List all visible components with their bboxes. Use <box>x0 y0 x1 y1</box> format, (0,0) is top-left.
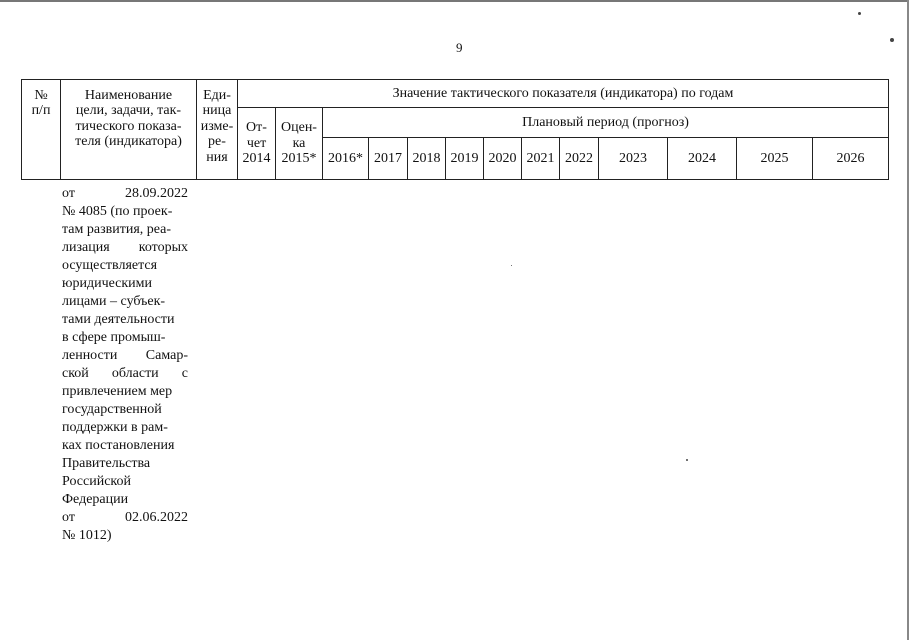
header-number-label <box>32 88 51 118</box>
continuation-line <box>62 275 188 293</box>
continuation-word: Правительства <box>62 456 151 471</box>
continuation-word: ках постановления <box>62 438 175 453</box>
continuation-word: 02.06.2022 <box>125 510 188 525</box>
continuation-line <box>62 401 188 419</box>
continuation-line <box>62 365 188 383</box>
continuation-word: юридическими <box>62 276 153 291</box>
header-year-cell: 2021 <box>522 138 560 180</box>
continuation-line <box>62 257 188 275</box>
continuation-word: № 1012) <box>62 528 112 543</box>
continuation-word: которых <box>138 240 188 255</box>
header-cell-report-2014 <box>238 108 276 180</box>
continuation-word: привлечением мер <box>62 384 173 399</box>
continuation-word: ленности <box>62 348 118 363</box>
header-year-cell: 2023 <box>599 138 668 180</box>
continuation-word: № 4085 (по проек- <box>62 204 173 219</box>
continuation-line <box>62 203 188 221</box>
continuation-word: от <box>62 186 75 201</box>
header-year-cell: 2019 <box>446 138 484 180</box>
header-estimate-line: ка <box>292 135 306 151</box>
continuation-line <box>62 527 188 545</box>
header-year-cell: 2016* <box>323 138 369 180</box>
scan-speck <box>511 265 512 266</box>
continuation-line <box>62 437 188 455</box>
continuation-word: государственной <box>62 402 162 417</box>
continuation-line <box>62 473 188 491</box>
continuation-line <box>62 329 188 347</box>
header-number-line: п/п <box>31 103 51 119</box>
continuation-word: лицами – субъек- <box>62 294 166 309</box>
continuation-line <box>62 491 188 509</box>
continuation-line <box>62 509 188 527</box>
header-name-line: тического показа- <box>75 118 182 134</box>
indicator-name-continuation <box>62 185 188 545</box>
page-number: 9 <box>456 40 463 55</box>
header-year-cell: 2025 <box>737 138 813 180</box>
continuation-line <box>62 185 188 203</box>
continuation-word: с <box>181 366 188 381</box>
header-number-line: № <box>34 88 48 103</box>
header-name-line: теля (индикатора) <box>75 134 182 150</box>
continuation-word: от <box>62 510 75 525</box>
continuation-word: в сфере промыш- <box>62 330 166 345</box>
continuation-line <box>62 221 188 239</box>
scan-speck <box>686 459 688 461</box>
header-year-cell: 2018 <box>408 138 446 180</box>
header-year-cell: 2020 <box>484 138 522 180</box>
header-unit-line: ница <box>202 103 232 119</box>
header-unit-line: ре- <box>208 134 226 150</box>
continuation-word: Российской <box>62 474 131 489</box>
header-name-line: Наименование <box>84 88 173 103</box>
header-report-line: 2014 <box>242 151 271 167</box>
continuation-line <box>62 455 188 473</box>
header-report-line: От- <box>246 120 267 136</box>
continuation-word: осуществляется <box>62 258 158 273</box>
scan-speck <box>858 12 861 15</box>
header-cell-estimate-2015 <box>276 108 323 180</box>
continuation-line <box>62 311 188 329</box>
indicator-table <box>21 79 889 180</box>
header-unit-line: изме- <box>200 118 234 134</box>
continuation-word: поддержки в рам- <box>62 420 168 435</box>
continuation-word: области <box>111 366 159 381</box>
header-cell-name <box>61 80 197 180</box>
header-cell-values-by-year: Значение тактического показателя (индикатора) по годам <box>238 80 889 108</box>
header-estimate-line: Оцен- <box>281 120 317 136</box>
header-unit-line: ния <box>206 149 228 165</box>
header-year-cell: 2022 <box>560 138 599 180</box>
header-estimate-line: 2015* <box>281 151 317 167</box>
continuation-word: Самар- <box>145 348 188 363</box>
scan-speck <box>890 38 894 42</box>
header-year-cell: 2024 <box>668 138 737 180</box>
continuation-line <box>62 347 188 365</box>
continuation-word: там развития, реа- <box>62 222 172 237</box>
header-report-line: чет <box>246 135 267 151</box>
header-year-cell: 2017 <box>369 138 408 180</box>
scan-edge-top <box>0 0 909 2</box>
header-year-cell: 2026 <box>813 138 889 180</box>
continuation-line <box>62 293 188 311</box>
header-cell-number <box>22 80 61 180</box>
continuation-line <box>62 419 188 437</box>
continuation-line <box>62 239 188 257</box>
header-name-line: цели, задачи, так- <box>75 103 182 119</box>
continuation-word: лизация <box>62 240 110 255</box>
continuation-word: Федерации <box>62 492 129 507</box>
header-unit-line: Еди- <box>203 88 231 103</box>
continuation-word: 28.09.2022 <box>125 186 188 201</box>
continuation-word: тами деятельности <box>62 312 175 327</box>
continuation-line <box>62 383 188 401</box>
continuation-word: ской <box>62 366 89 381</box>
header-cell-planned-period: Плановый период (прогноз) <box>323 108 889 138</box>
header-cell-unit <box>197 80 238 180</box>
